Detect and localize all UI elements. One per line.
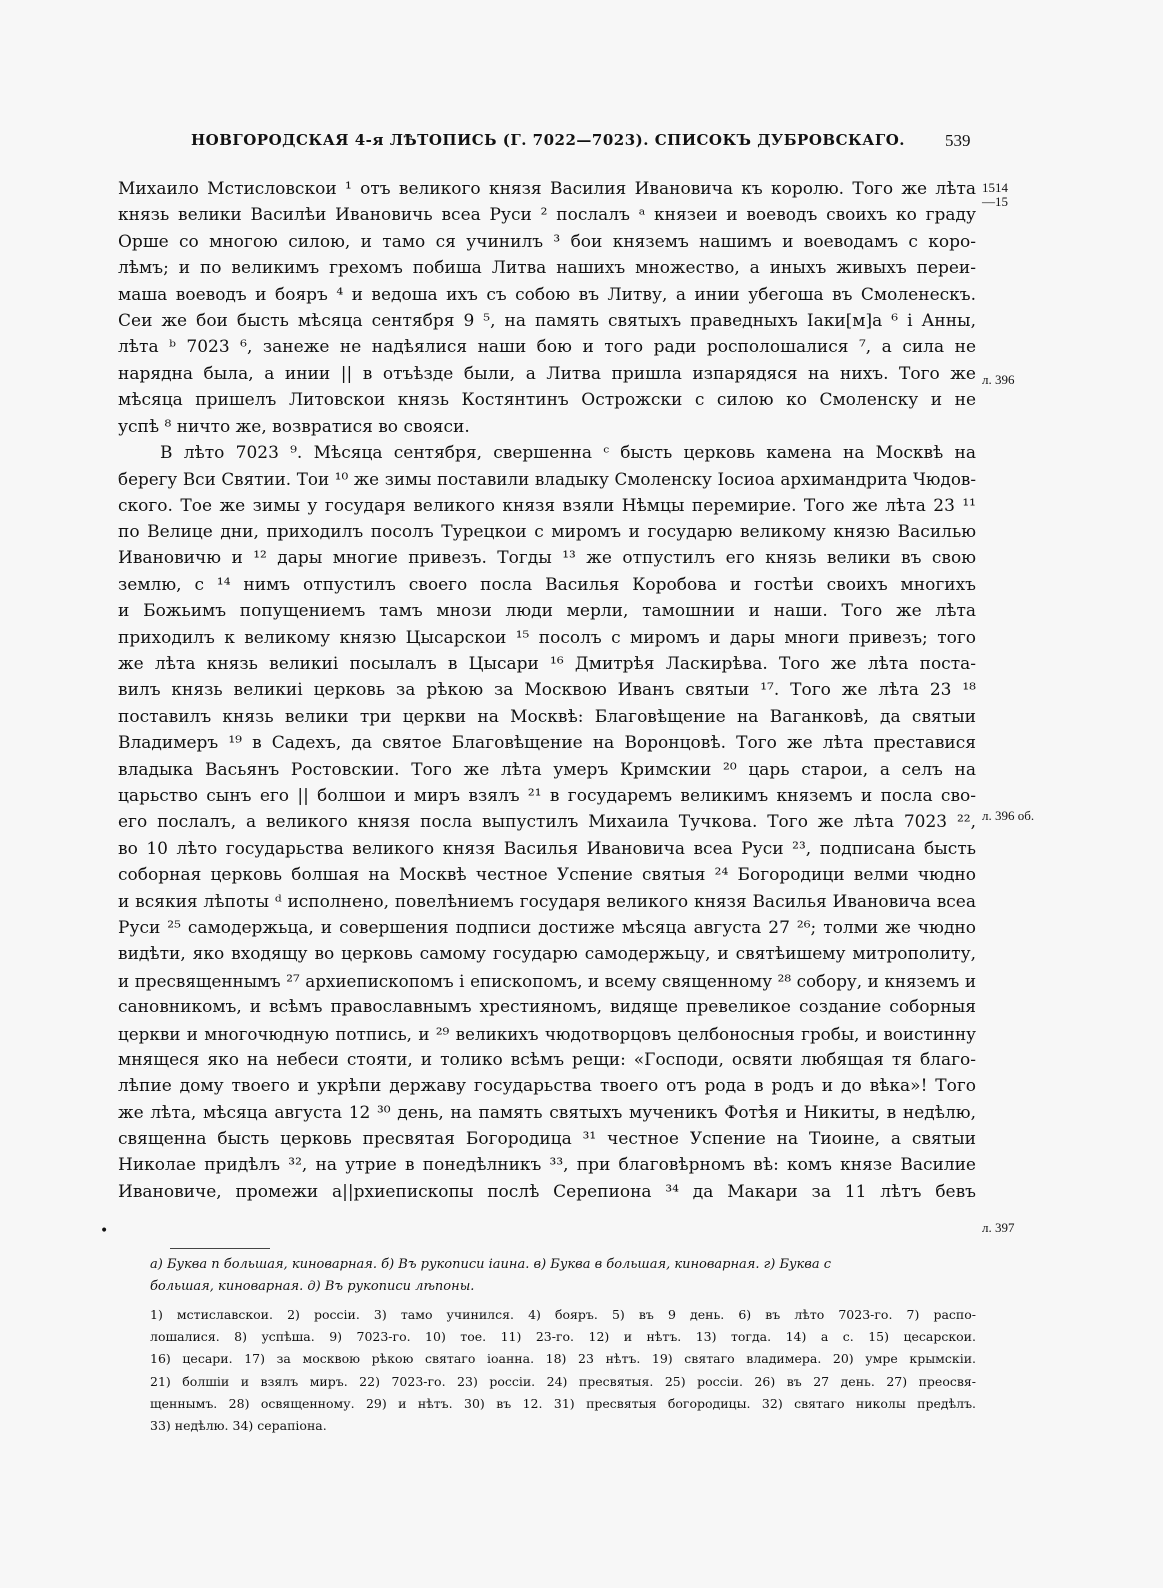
- text-line: нарядна была, а инии || в отъѣзде были, а Литва пришла изпарядяся на нихъ. Того же: [118, 363, 976, 384]
- page-number: 539: [945, 131, 971, 150]
- text-line: ского. Тое же зимы у государя великого князя взяли Нѣмцы перемирие. Того же лѣта 23 ¹¹: [118, 495, 976, 516]
- text-line: лѣта ᵇ 7023 ⁶, занеже не надѣялися наши бою и того ради росполошалися ⁷, а сила не: [118, 337, 976, 358]
- text-line: успѣ ⁸ ничто же, возвратися во свояси.: [118, 416, 470, 437]
- text-line: же лѣта князь великиі посылалъ в Цысари ¹⁶ Дмитрѣя Ласкирѣва. Того же лѣта поста-: [118, 654, 976, 675]
- variant-footnote-line: 1) мстиславскои. 2) россіи. 3) тамо учинился. 4) бояръ. 5) въ 9 день. 6) въ лѣто 7023-го. 7) распо-: [150, 1307, 976, 1322]
- letter-footnote-line: а) Буква п большая, киноварная. б) Въ рукописи іаина. в) Буква в большая, киноварная. г) Буква с: [150, 1257, 832, 1272]
- margin-years: 1514: [982, 180, 1008, 195]
- text-line: маша воеводъ и бояръ ⁴ и ведоша ихъ съ собою въ Литву, а инии убегоша въ Смоленескъ.: [118, 284, 976, 305]
- running-title: НОВГОРОДСКАЯ 4-я ЛѢТОПИСЬ (Г. 7022—7023). СПИСОКЪ ДУБРОВСКАГО.: [190, 131, 906, 149]
- text-line: Орше со многою силою, и тамо ся учинилъ ³ бои княземъ нашимъ и воеводамъ с коро-: [118, 231, 976, 252]
- text-line: Ивановичю и ¹² дары многие привезъ. Тогды ¹³ же отпустилъ его князь велики въ свою: [118, 548, 976, 569]
- text-line: вилъ князь великиі церковь за рѣкою за Москвою Иванъ святыи ¹⁷. Того же лѣта 23 ¹⁸: [118, 680, 976, 701]
- text-line: священна бысть церковь пресвятая Богородица ³¹ честное Успение на Тиоине, а святыи: [118, 1129, 976, 1150]
- text-line: лѣмъ; и по великимъ грехомъ побиша Литва нашихъ множество, а иныхъ живыхъ переи-: [118, 258, 976, 279]
- text-line: Руси ²⁵ самодержьца, и совершения подписи достиже мѣсяца августа 27 ²⁶; толми же чюдно: [118, 917, 976, 938]
- variant-footnotes: [150, 1304, 976, 1437]
- text-line: берегу Вси Святии. Тои ¹⁰ же зимы поставили владыку Смоленску Іосиоа архимандрита Чюдов-: [118, 469, 976, 490]
- variant-footnote-line: 21) болшіи и взялъ миръ. 22) 7023-го. 23) россіи. 24) пресвятыя. 25) россіи. 26) въ 27 день. 27) преосвя-: [150, 1373, 976, 1389]
- text-line: соборная церковь болшая на Москвѣ честное Успение святыя ²⁴ Богородици велми чюдно: [118, 865, 976, 886]
- variant-footnote-line: 16) цесари. 17) за москвою рѣкою святаго іоанна. 18) 23 нѣтъ. 19) святаго владимера. 20) умре крымскіи.: [150, 1351, 976, 1367]
- margin-leaf-396-verso: л. 396 об.: [982, 808, 1035, 823]
- text-line: и пресвященнымъ ²⁷ архиепископомъ і епископомъ, и всему священному ²⁸ собору, и княземъ и: [118, 970, 976, 991]
- text-line: его послалъ, а великого князя посла выпустилъ Михаила Тучкова. Того же лѣта 7023 ²²,: [118, 812, 976, 833]
- text-line: В лѣто 7023 ⁹. Мѣсяца сентября, свершенна ᶜ бысть церковь камена на Москвѣ на: [160, 442, 976, 463]
- variant-footnote-line: лошалися. 8) успѣша. 9) 7023-го. 10) тое. 11) 23-го. 12) и нѣтъ. 13) тогда. 14) а с. 15) цесарскои.: [150, 1329, 976, 1345]
- margin-leaf-396: л. 396: [982, 372, 1015, 387]
- text-line: владыка Васьянъ Ростовскии. Того же лѣта умеръ Кримскии ²⁰ царь старои, а селъ на: [118, 759, 976, 780]
- variant-footnote-line: 33) недѣлю. 34) серапіона.: [150, 1418, 327, 1434]
- text-line: мѣсяца пришелъ Литовскои князь Костянтинъ Острожски с силою ко Смоленску и не: [118, 390, 976, 411]
- text-line: Николае придѣлъ ³², на утрие в понедѣлникъ ³³, при благовѣрномъ вѣ: комъ князе Василие: [118, 1155, 976, 1176]
- text-line: видѣти, яко входящу во церковь самому государю самодержьцу, и святѣишему митрополиту,: [118, 944, 976, 965]
- text-line: же лѣта, мѣсяца августа 12 ³⁰ день, на память святыхъ мученикъ Фотѣя и Никиты, в недѣлю,: [118, 1102, 976, 1123]
- chronicle-text: [118, 176, 976, 1205]
- text-line: сановникомъ, и всѣмъ православнымъ хрестияномъ, видяще превеликое создание соборныя: [118, 997, 976, 1018]
- text-line: и Божьимъ попущениемъ тамъ мнози люди мерли, тамошнии и наши. Того же лѣта: [118, 601, 976, 622]
- variant-footnote-line: щеннымъ. 28) освященному. 29) и нѣтъ. 30) въ 12. 31) пресвятыя богородицы. 32) святаго николы предѣлъ.: [150, 1395, 976, 1411]
- text-line: царьство сынъ его || болшои и миръ взялъ ²¹ в государемъ великимъ княземъ и посла сво-: [118, 785, 976, 806]
- text-line: приходилъ к великому князю Цысарскои ¹⁵ посолъ с миромъ и дары многи привезъ; того: [118, 627, 976, 648]
- text-line: во 10 лѣто государьства великого князя Василья Ивановича всеа Руси ²³, подписана бысть: [118, 838, 976, 859]
- text-line: Сеи же бои бысть мѣсяца сентября 9 ⁵, на память святыхъ праведныхъ Іаки[м]а ⁶ і Анны,: [118, 310, 976, 331]
- text-line: и всякия лѣпоты ᵈ исполнено, повелѣниемъ государя великого князя Василья Ивановича всеа: [118, 891, 976, 912]
- text-line: лѣпие дому твоего и укрѣпи державу государьства твоего отъ рода в родъ и до вѣка»! Того: [118, 1076, 976, 1097]
- margin-leaf-397: л. 397: [982, 1220, 1015, 1235]
- footnote-divider: [170, 1248, 270, 1249]
- letter-footnotes: [150, 1254, 976, 1298]
- margin-years-cont: —15: [982, 194, 1008, 209]
- text-line: мнящеся яко на небеси стояти, и толико всѣмъ рещи: «Господи, освяти любящая тя благо-: [118, 1049, 976, 1070]
- text-line: Михаило Мстисловскои ¹ отъ великого князя Василия Ивановича къ королю. Того же лѣта: [118, 179, 976, 199]
- text-line: поставилъ князь велики три церкви на Москвѣ: Благовѣщение на Ваганковѣ, да святыи: [118, 706, 976, 727]
- text-line: землю, с ¹⁴ нимъ отпустилъ своего посла Василья Коробова и гостѣи своихъ многихъ: [118, 574, 976, 595]
- text-line: по Велице дни, приходилъ посолъ Турецкои с миромъ и государю великому князю Василью: [118, 522, 976, 543]
- text-line: церкви и многочюдную потпись, и ²⁹ великихъ чюдотворцовъ целбоносныя гробы, и воистинну: [118, 1023, 976, 1044]
- text-line: князь велики Василѣи Ивановичь всеа Руси ² послалъ ᵃ князеи и воеводъ своихъ ко граду: [118, 205, 976, 226]
- bullet-mark: •: [100, 1223, 109, 1239]
- text-line: Ивановиче, промежи а||рхиепископы послѣ Серепиона ³⁴ да Макари за 11 лѣтъ бевъ: [118, 1181, 976, 1202]
- text-line: Владимеръ ¹⁹ в Садехъ, да святое Благовѣщение на Воронцовѣ. Того же лѣта преставися: [118, 733, 976, 754]
- letter-footnote-line: большая, киноварная. д) Въ рукописи лѣпоны.: [150, 1279, 475, 1294]
